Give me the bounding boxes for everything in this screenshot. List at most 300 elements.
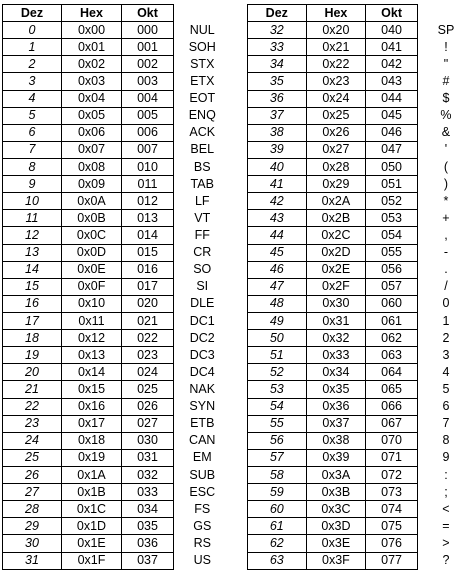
dez-cell: 34 bbox=[248, 56, 307, 73]
hex-cell: 0x16 bbox=[62, 398, 122, 415]
char-cell: ) bbox=[417, 176, 474, 193]
hex-cell: 0x35 bbox=[306, 381, 366, 398]
table-row bbox=[3, 261, 231, 278]
okt-cell: 024 bbox=[122, 364, 174, 381]
char-cell: 1 bbox=[417, 312, 474, 329]
hex-cell: 0x05 bbox=[62, 107, 122, 124]
dez-cell: 23 bbox=[3, 415, 62, 432]
hex-cell: 0x39 bbox=[306, 449, 366, 466]
char-cell: ; bbox=[417, 484, 474, 501]
table-row bbox=[3, 449, 231, 466]
char-cell: US bbox=[174, 552, 231, 569]
char-cell: $ bbox=[417, 90, 474, 107]
okt-cell: 026 bbox=[122, 398, 174, 415]
hex-cell: 0x26 bbox=[306, 124, 366, 141]
header-dez: Dez bbox=[248, 5, 307, 22]
okt-cell: 002 bbox=[122, 56, 174, 73]
table-row bbox=[248, 56, 474, 73]
dez-cell: 35 bbox=[248, 73, 307, 90]
char-cell: RS bbox=[174, 535, 231, 552]
char-cell: ENQ bbox=[174, 107, 231, 124]
okt-cell: 033 bbox=[122, 484, 174, 501]
table-row bbox=[248, 90, 474, 107]
okt-cell: 013 bbox=[122, 210, 174, 227]
hex-cell: 0x1F bbox=[62, 552, 122, 569]
dez-cell: 47 bbox=[248, 278, 307, 295]
dez-cell: 61 bbox=[248, 518, 307, 535]
char-cell: NUL bbox=[174, 22, 231, 39]
table-row bbox=[248, 73, 474, 90]
dez-cell: 15 bbox=[3, 278, 62, 295]
dez-cell: 63 bbox=[248, 552, 307, 569]
dez-cell: 3 bbox=[3, 73, 62, 90]
hex-cell: 0x2C bbox=[306, 227, 366, 244]
char-cell: > bbox=[417, 535, 474, 552]
dez-cell: 4 bbox=[3, 90, 62, 107]
dez-cell: 55 bbox=[248, 415, 307, 432]
okt-cell: 004 bbox=[122, 90, 174, 107]
table-row bbox=[3, 278, 231, 295]
dez-cell: 29 bbox=[3, 518, 62, 535]
hex-cell: 0x36 bbox=[306, 398, 366, 415]
char-cell: + bbox=[417, 210, 474, 227]
table-row bbox=[3, 210, 231, 227]
char-cell: SP bbox=[417, 22, 474, 39]
table-row bbox=[248, 330, 474, 347]
table-row bbox=[248, 501, 474, 518]
table-row bbox=[3, 501, 231, 518]
table-row bbox=[248, 364, 474, 381]
char-cell: 3 bbox=[417, 347, 474, 364]
char-cell: 2 bbox=[417, 330, 474, 347]
hex-cell: 0x0C bbox=[62, 227, 122, 244]
char-cell: 7 bbox=[417, 415, 474, 432]
char-cell: EOT bbox=[174, 90, 231, 107]
hex-cell: 0x03 bbox=[62, 73, 122, 90]
okt-cell: 037 bbox=[122, 552, 174, 569]
char-cell: 0 bbox=[417, 295, 474, 312]
dez-cell: 19 bbox=[3, 347, 62, 364]
table-row bbox=[3, 398, 231, 415]
dez-cell: 22 bbox=[3, 398, 62, 415]
table-row bbox=[3, 39, 231, 56]
dez-cell: 32 bbox=[248, 22, 307, 39]
dez-cell: 26 bbox=[3, 466, 62, 483]
okt-cell: 011 bbox=[122, 176, 174, 193]
hex-cell: 0x11 bbox=[62, 312, 122, 329]
dez-cell: 7 bbox=[3, 141, 62, 158]
char-cell: LF bbox=[174, 193, 231, 210]
hex-cell: 0x24 bbox=[306, 90, 366, 107]
table-row bbox=[248, 158, 474, 175]
dez-cell: 31 bbox=[3, 552, 62, 569]
table-row bbox=[248, 398, 474, 415]
ascii-rows-right bbox=[248, 22, 474, 570]
char-cell: 4 bbox=[417, 364, 474, 381]
header-char bbox=[174, 5, 231, 22]
ascii-rows-left bbox=[3, 22, 231, 570]
okt-cell: 040 bbox=[366, 22, 418, 39]
dez-cell: 46 bbox=[248, 261, 307, 278]
okt-cell: 012 bbox=[122, 193, 174, 210]
okt-cell: 003 bbox=[122, 73, 174, 90]
okt-cell: 057 bbox=[366, 278, 418, 295]
table-row bbox=[248, 39, 474, 56]
char-cell: : bbox=[417, 466, 474, 483]
table-row bbox=[248, 347, 474, 364]
table-row bbox=[3, 227, 231, 244]
char-cell: SOH bbox=[174, 39, 231, 56]
dez-cell: 30 bbox=[3, 535, 62, 552]
hex-cell: 0x20 bbox=[306, 22, 366, 39]
char-cell: ETB bbox=[174, 415, 231, 432]
hex-cell: 0x12 bbox=[62, 330, 122, 347]
dez-cell: 40 bbox=[248, 158, 307, 175]
table-row bbox=[3, 466, 231, 483]
okt-cell: 044 bbox=[366, 90, 418, 107]
okt-cell: 031 bbox=[122, 449, 174, 466]
char-cell: SYN bbox=[174, 398, 231, 415]
table-row bbox=[3, 73, 231, 90]
char-cell: SO bbox=[174, 261, 231, 278]
hex-cell: 0x28 bbox=[306, 158, 366, 175]
dez-cell: 50 bbox=[248, 330, 307, 347]
char-cell: * bbox=[417, 193, 474, 210]
char-cell: % bbox=[417, 107, 474, 124]
hex-cell: 0x29 bbox=[306, 176, 366, 193]
hex-cell: 0x08 bbox=[62, 158, 122, 175]
hex-cell: 0x18 bbox=[62, 432, 122, 449]
dez-cell: 37 bbox=[248, 107, 307, 124]
dez-cell: 9 bbox=[3, 176, 62, 193]
char-cell: VT bbox=[174, 210, 231, 227]
okt-cell: 016 bbox=[122, 261, 174, 278]
table-row bbox=[3, 244, 231, 261]
table-row bbox=[248, 244, 474, 261]
table-row bbox=[248, 466, 474, 483]
dez-cell: 49 bbox=[248, 312, 307, 329]
char-cell: 9 bbox=[417, 449, 474, 466]
hex-cell: 0x0B bbox=[62, 210, 122, 227]
okt-cell: 027 bbox=[122, 415, 174, 432]
header-row bbox=[248, 5, 474, 22]
dez-cell: 33 bbox=[248, 39, 307, 56]
char-cell: STX bbox=[174, 56, 231, 73]
dez-cell: 56 bbox=[248, 432, 307, 449]
table-row bbox=[3, 176, 231, 193]
hex-cell: 0x04 bbox=[62, 90, 122, 107]
char-cell: FS bbox=[174, 501, 231, 518]
char-cell: " bbox=[417, 56, 474, 73]
dez-cell: 51 bbox=[248, 347, 307, 364]
okt-cell: 056 bbox=[366, 261, 418, 278]
dez-cell: 43 bbox=[248, 210, 307, 227]
table-row bbox=[3, 107, 231, 124]
hex-cell: 0x09 bbox=[62, 176, 122, 193]
char-cell: ' bbox=[417, 141, 474, 158]
okt-cell: 052 bbox=[366, 193, 418, 210]
okt-cell: 047 bbox=[366, 141, 418, 158]
hex-cell: 0x19 bbox=[62, 449, 122, 466]
hex-cell: 0x0F bbox=[62, 278, 122, 295]
dez-cell: 28 bbox=[3, 501, 62, 518]
table-row bbox=[248, 124, 474, 141]
table-row bbox=[248, 484, 474, 501]
dez-cell: 11 bbox=[3, 210, 62, 227]
table-row bbox=[3, 552, 231, 569]
char-cell: 6 bbox=[417, 398, 474, 415]
table-row bbox=[248, 312, 474, 329]
okt-cell: 075 bbox=[366, 518, 418, 535]
header-hex: Hex bbox=[62, 5, 122, 22]
dez-cell: 20 bbox=[3, 364, 62, 381]
okt-cell: 060 bbox=[366, 295, 418, 312]
hex-cell: 0x10 bbox=[62, 295, 122, 312]
table-row bbox=[3, 90, 231, 107]
hex-cell: 0x07 bbox=[62, 141, 122, 158]
okt-cell: 076 bbox=[366, 535, 418, 552]
okt-cell: 050 bbox=[366, 158, 418, 175]
okt-cell: 064 bbox=[366, 364, 418, 381]
dez-cell: 16 bbox=[3, 295, 62, 312]
table-row bbox=[248, 210, 474, 227]
table-row bbox=[3, 535, 231, 552]
okt-cell: 067 bbox=[366, 415, 418, 432]
okt-cell: 046 bbox=[366, 124, 418, 141]
okt-cell: 015 bbox=[122, 244, 174, 261]
table-row bbox=[3, 381, 231, 398]
dez-cell: 54 bbox=[248, 398, 307, 415]
table-row bbox=[3, 158, 231, 175]
char-cell: EM bbox=[174, 449, 231, 466]
dez-cell: 38 bbox=[248, 124, 307, 141]
okt-cell: 077 bbox=[366, 552, 418, 569]
dez-cell: 1 bbox=[3, 39, 62, 56]
hex-cell: 0x21 bbox=[306, 39, 366, 56]
table-row bbox=[3, 347, 231, 364]
okt-cell: 020 bbox=[122, 295, 174, 312]
okt-cell: 014 bbox=[122, 227, 174, 244]
hex-cell: 0x38 bbox=[306, 432, 366, 449]
okt-cell: 073 bbox=[366, 484, 418, 501]
char-cell: DC4 bbox=[174, 364, 231, 381]
char-cell: ETX bbox=[174, 73, 231, 90]
table-row bbox=[3, 312, 231, 329]
hex-cell: 0x1B bbox=[62, 484, 122, 501]
dez-cell: 42 bbox=[248, 193, 307, 210]
hex-cell: 0x25 bbox=[306, 107, 366, 124]
table-row bbox=[248, 552, 474, 569]
header-okt: Okt bbox=[366, 5, 418, 22]
char-cell: ESC bbox=[174, 484, 231, 501]
table-row bbox=[3, 330, 231, 347]
dez-cell: 44 bbox=[248, 227, 307, 244]
hex-cell: 0x14 bbox=[62, 364, 122, 381]
okt-cell: 041 bbox=[366, 39, 418, 56]
char-cell: ! bbox=[417, 39, 474, 56]
header-okt: Okt bbox=[122, 5, 174, 22]
okt-cell: 025 bbox=[122, 381, 174, 398]
hex-cell: 0x32 bbox=[306, 330, 366, 347]
table-row bbox=[248, 193, 474, 210]
dez-cell: 17 bbox=[3, 312, 62, 329]
char-cell: FF bbox=[174, 227, 231, 244]
table-row bbox=[3, 22, 231, 39]
dez-cell: 39 bbox=[248, 141, 307, 158]
okt-cell: 053 bbox=[366, 210, 418, 227]
dez-cell: 0 bbox=[3, 22, 62, 39]
hex-cell: 0x15 bbox=[62, 381, 122, 398]
table-row bbox=[248, 535, 474, 552]
okt-cell: 001 bbox=[122, 39, 174, 56]
hex-cell: 0x06 bbox=[62, 124, 122, 141]
char-cell: GS bbox=[174, 518, 231, 535]
dez-cell: 18 bbox=[3, 330, 62, 347]
okt-cell: 074 bbox=[366, 501, 418, 518]
table-row bbox=[3, 141, 231, 158]
table-row bbox=[3, 364, 231, 381]
dez-cell: 53 bbox=[248, 381, 307, 398]
okt-cell: 023 bbox=[122, 347, 174, 364]
okt-cell: 043 bbox=[366, 73, 418, 90]
header-hex: Hex bbox=[306, 5, 366, 22]
hex-cell: 0x0D bbox=[62, 244, 122, 261]
okt-cell: 065 bbox=[366, 381, 418, 398]
table-row bbox=[3, 124, 231, 141]
hex-cell: 0x2B bbox=[306, 210, 366, 227]
hex-cell: 0x2A bbox=[306, 193, 366, 210]
hex-cell: 0x37 bbox=[306, 415, 366, 432]
dez-cell: 6 bbox=[3, 124, 62, 141]
dez-cell: 60 bbox=[248, 501, 307, 518]
dez-cell: 27 bbox=[3, 484, 62, 501]
char-cell: BEL bbox=[174, 141, 231, 158]
hex-cell: 0x2F bbox=[306, 278, 366, 295]
ascii-table-right bbox=[247, 4, 474, 570]
hex-cell: 0x30 bbox=[306, 295, 366, 312]
table-row bbox=[3, 518, 231, 535]
okt-cell: 017 bbox=[122, 278, 174, 295]
hex-cell: 0x0E bbox=[62, 261, 122, 278]
char-cell: ACK bbox=[174, 124, 231, 141]
okt-cell: 032 bbox=[122, 466, 174, 483]
hex-cell: 0x34 bbox=[306, 364, 366, 381]
char-cell: BS bbox=[174, 158, 231, 175]
dez-cell: 45 bbox=[248, 244, 307, 261]
char-cell: ( bbox=[417, 158, 474, 175]
hex-cell: 0x22 bbox=[306, 56, 366, 73]
hex-cell: 0x00 bbox=[62, 22, 122, 39]
char-cell: DC1 bbox=[174, 312, 231, 329]
char-cell: TAB bbox=[174, 176, 231, 193]
dez-cell: 21 bbox=[3, 381, 62, 398]
char-cell: 5 bbox=[417, 381, 474, 398]
char-cell: DC3 bbox=[174, 347, 231, 364]
dez-cell: 57 bbox=[248, 449, 307, 466]
table-row bbox=[248, 261, 474, 278]
okt-cell: 070 bbox=[366, 432, 418, 449]
hex-cell: 0x2E bbox=[306, 261, 366, 278]
char-cell: . bbox=[417, 261, 474, 278]
dez-cell: 12 bbox=[3, 227, 62, 244]
hex-cell: 0x1D bbox=[62, 518, 122, 535]
okt-cell: 072 bbox=[366, 466, 418, 483]
char-cell: / bbox=[417, 278, 474, 295]
hex-cell: 0x13 bbox=[62, 347, 122, 364]
okt-cell: 066 bbox=[366, 398, 418, 415]
table-row bbox=[248, 176, 474, 193]
char-cell: NAK bbox=[174, 381, 231, 398]
okt-cell: 000 bbox=[122, 22, 174, 39]
okt-cell: 042 bbox=[366, 56, 418, 73]
okt-cell: 030 bbox=[122, 432, 174, 449]
hex-cell: 0x02 bbox=[62, 56, 122, 73]
okt-cell: 010 bbox=[122, 158, 174, 175]
dez-cell: 14 bbox=[3, 261, 62, 278]
char-cell: SI bbox=[174, 278, 231, 295]
hex-cell: 0x3A bbox=[306, 466, 366, 483]
dez-cell: 25 bbox=[3, 449, 62, 466]
hex-cell: 0x3F bbox=[306, 552, 366, 569]
okt-cell: 005 bbox=[122, 107, 174, 124]
char-cell: - bbox=[417, 244, 474, 261]
dez-cell: 24 bbox=[3, 432, 62, 449]
table-row bbox=[3, 56, 231, 73]
okt-cell: 055 bbox=[366, 244, 418, 261]
table-row bbox=[248, 141, 474, 158]
header-char bbox=[417, 5, 474, 22]
table-row bbox=[3, 484, 231, 501]
table-row bbox=[248, 381, 474, 398]
char-cell: & bbox=[417, 124, 474, 141]
okt-cell: 007 bbox=[122, 141, 174, 158]
okt-cell: 034 bbox=[122, 501, 174, 518]
hex-cell: 0x3D bbox=[306, 518, 366, 535]
dez-cell: 8 bbox=[3, 158, 62, 175]
hex-cell: 0x27 bbox=[306, 141, 366, 158]
table-row bbox=[248, 415, 474, 432]
hex-cell: 0x1A bbox=[62, 466, 122, 483]
table-row bbox=[248, 449, 474, 466]
dez-cell: 10 bbox=[3, 193, 62, 210]
dez-cell: 59 bbox=[248, 484, 307, 501]
table-row bbox=[248, 295, 474, 312]
okt-cell: 061 bbox=[366, 312, 418, 329]
hex-cell: 0x17 bbox=[62, 415, 122, 432]
hex-cell: 0x3C bbox=[306, 501, 366, 518]
table-row bbox=[248, 518, 474, 535]
char-cell: = bbox=[417, 518, 474, 535]
table-row bbox=[248, 432, 474, 449]
dez-cell: 52 bbox=[248, 364, 307, 381]
dez-cell: 48 bbox=[248, 295, 307, 312]
table-row bbox=[3, 415, 231, 432]
char-cell: DLE bbox=[174, 295, 231, 312]
okt-cell: 071 bbox=[366, 449, 418, 466]
hex-cell: 0x2D bbox=[306, 244, 366, 261]
table-row bbox=[248, 278, 474, 295]
dez-cell: 36 bbox=[248, 90, 307, 107]
okt-cell: 035 bbox=[122, 518, 174, 535]
char-cell: , bbox=[417, 227, 474, 244]
dez-cell: 58 bbox=[248, 466, 307, 483]
okt-cell: 006 bbox=[122, 124, 174, 141]
hex-cell: 0x33 bbox=[306, 347, 366, 364]
dez-cell: 2 bbox=[3, 56, 62, 73]
table-row bbox=[3, 432, 231, 449]
hex-cell: 0x01 bbox=[62, 39, 122, 56]
char-cell: DC2 bbox=[174, 330, 231, 347]
